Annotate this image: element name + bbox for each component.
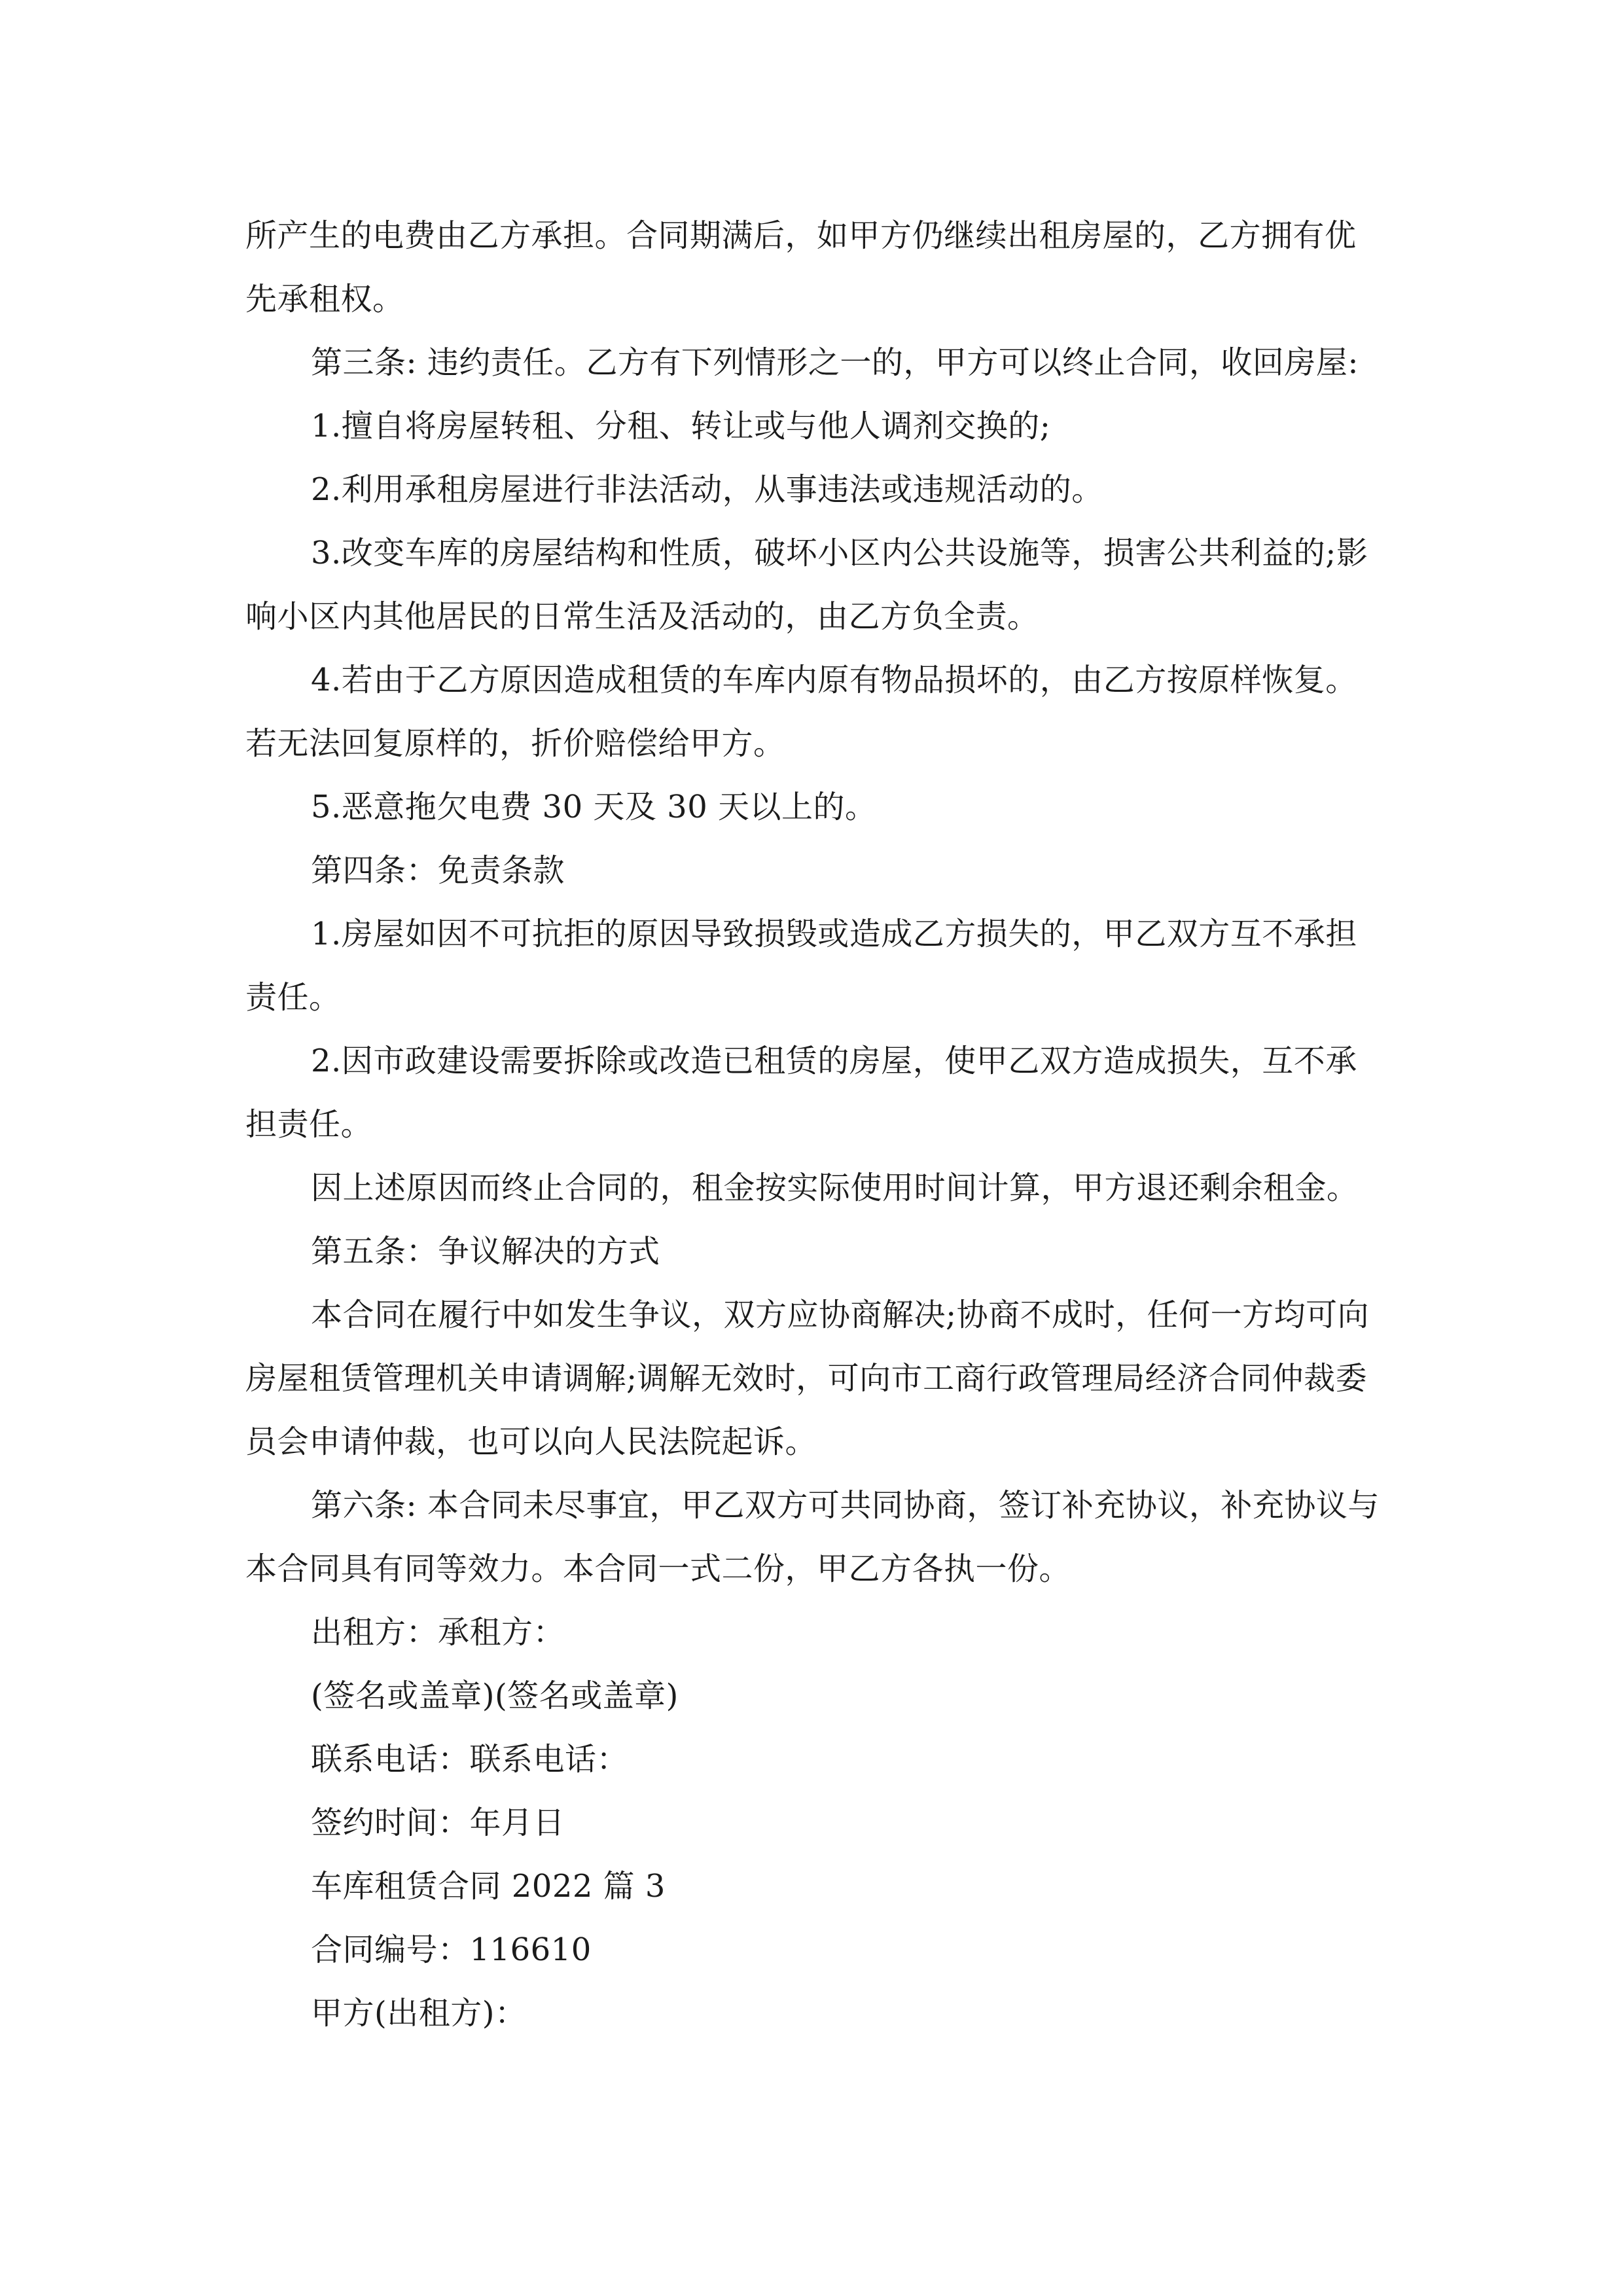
paragraph-article-4-item-2: 2.因市政建设需要拆除或改造已租赁的房屋，使甲乙双方造成损失，互不承担责任。 bbox=[245, 1043, 1357, 1143]
signature-seal-line: (签名或盖章)(签名或盖章) bbox=[311, 1677, 679, 1714]
paragraph-article-3-item-4: 4.若由于乙方原因造成租赁的车库内原有物品损坏的，由乙方按原样恢复。若无法回复原样的，折价赔偿给甲方。 bbox=[245, 662, 1357, 762]
paragraph-article-3-heading: 第三条: 违约责任。乙方有下列情形之一的，甲方可以终止合同，收回房屋: bbox=[311, 344, 1359, 381]
document-body bbox=[245, 204, 1387, 2045]
signing-date-line: 签约时间：年月日 bbox=[311, 1804, 565, 1841]
party-a-lessor-line: 甲方(出租方)： bbox=[311, 1995, 527, 2032]
paragraph-article-3-item-2: 2.利用承租房屋进行非法活动，从事违法或违规活动的。 bbox=[311, 471, 1103, 508]
signature-parties-line: 出租方：承租方： bbox=[311, 1614, 565, 1651]
paragraph-article-6: 第六条: 本合同未尽事宜，甲乙双方可共同协商，签订补充协议，补充协议与本合同具有同等效力。本合同一式二份，甲乙方各执一份。 bbox=[245, 1487, 1380, 1587]
section-title-contract-3: 车库租赁合同 2022 篇 3 bbox=[311, 1868, 666, 1905]
paragraph-article-5-body: 本合同在履行中如发生争议，双方应协商解决;协商不成时，任何一方均可向房屋租赁管理机关申请调解;调解无效时，可向市工商行政管理局经济合同仲裁委员会申请仲裁，也可以向人民法院起诉。 bbox=[245, 1297, 1370, 1460]
paragraph-article-3-item-1: 1.擅自将房屋转租、分租、转让或与他人调剂交换的; bbox=[311, 408, 1051, 444]
contact-phone-line: 联系电话：联系电话： bbox=[311, 1741, 629, 1778]
paragraph-article-3-item-3: 3.改变车库的房屋结构和性质，破坏小区内公共设施等，损害公共利益的;影响小区内其他居民的日常生活及活动的，由乙方负全责。 bbox=[245, 535, 1368, 635]
contract-number-line: 合同编号：116610 bbox=[311, 1931, 592, 1968]
paragraph-article-5-heading: 第五条：争议解决的方式 bbox=[311, 1233, 660, 1270]
paragraph-article-3-item-5: 5.恶意拖欠电费 30 天及 30 天以上的。 bbox=[311, 789, 877, 825]
paragraph-article-4-item-1: 1.房屋如因不可抗拒的原因导致损毁或造成乙方损失的，甲乙双方互不承担责任。 bbox=[245, 916, 1357, 1016]
paragraph-article-4-heading: 第四条：免责条款 bbox=[311, 852, 565, 889]
paragraph-rent-electricity: 所产生的电费由乙方承担。合同期满后，如甲方仍继续出租房屋的，乙方拥有优先承租权。 bbox=[245, 217, 1357, 317]
paragraph-article-4-rent-refund: 因上述原因而终止合同的，租金按实际使用时间计算，甲方退还剩余租金。 bbox=[311, 1170, 1359, 1206]
